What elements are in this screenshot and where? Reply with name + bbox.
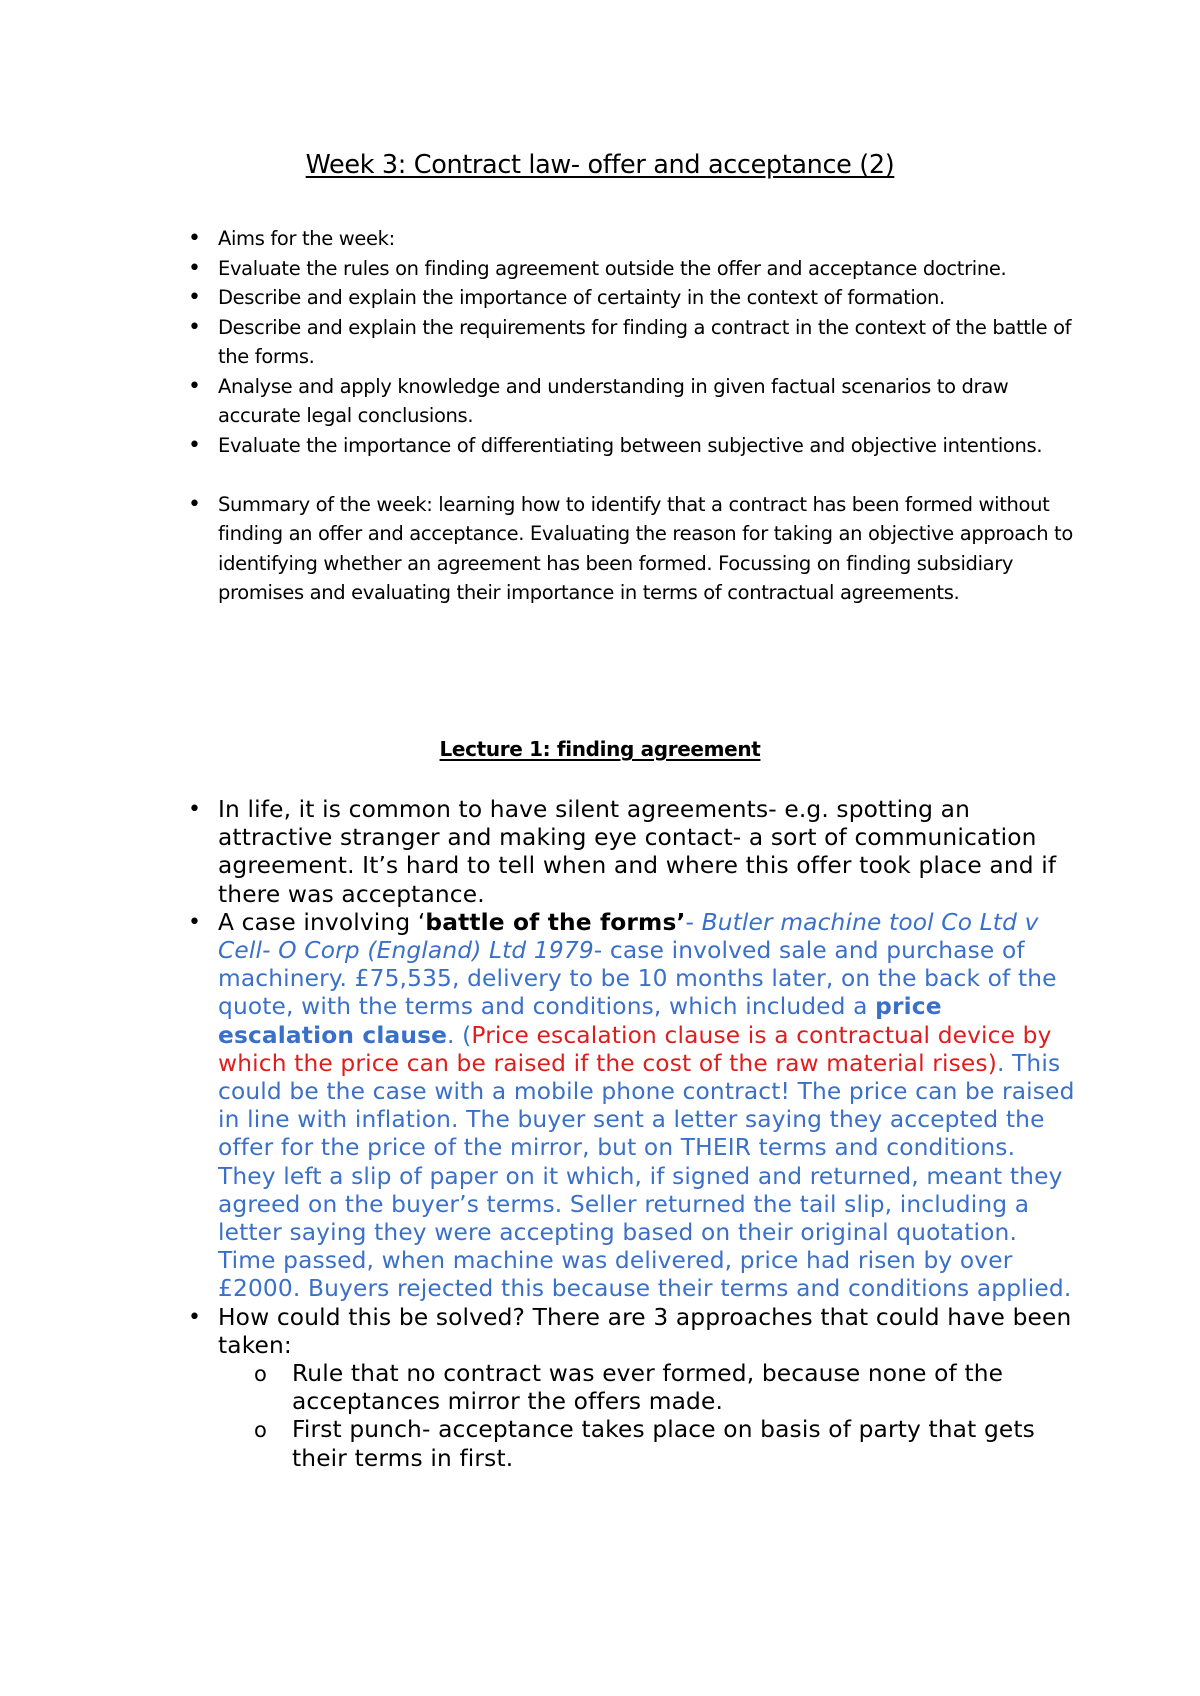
list-item — [188, 796, 1078, 909]
case-dash: - — [685, 908, 702, 936]
list-item-text: Analyse and apply knowledge and understanding in given factual scenarios to draw accurate legal conclusions. — [218, 374, 1009, 427]
bullet-icon: • — [188, 432, 201, 458]
bullet-icon: • — [188, 285, 201, 310]
sub-list-item — [254, 1360, 1072, 1416]
page-title: Week 3: Contract law- offer and acceptance (2) — [305, 150, 895, 180]
sub-list-item-text: Rule that no contract was ever formed, because none of the acceptances mirror the offers made. — [292, 1360, 1004, 1416]
list-item — [188, 283, 1078, 313]
list-item-text: Evaluate the importance of differentiating between subjective and objective intentions. — [218, 433, 1043, 457]
bullet-icon: • — [188, 1304, 202, 1330]
circle-bullet-icon: o — [254, 1418, 267, 1443]
bullet-icon: • — [188, 797, 202, 822]
list-item-text: Aims for the week: — [218, 227, 395, 250]
aims-list — [188, 224, 1078, 608]
definition-text: Price escalation clause is a contractual device by which the price can be raised if the cost of the raw material rises) — [218, 1021, 1052, 1077]
list-item — [188, 431, 1078, 461]
lecture-list — [188, 796, 1078, 1473]
lecture-heading: Lecture 1: finding agreement — [439, 737, 761, 761]
case-text: . ( — [447, 1021, 472, 1049]
case-text: . This could be the case with a mobile phone contract! The price can be raised in line with inflation. The buyer sent a letter saying they accepted the offer for the price of the mirror, but on THEIR terms and conditions. They left a slip of paper on it which, if signed and returned, meant they agreed on the buyer’s terms. Seller returned the tail slip, including a letter saying they were accepting based on their original quotation. Time passed, when machine was delivered, price had risen by over £2000. Buyers rejected this because their terms and conditions applied. — [218, 1049, 1075, 1303]
list-item-text: Describe and explain the requirements for finding a contract in the context of the battle of the forms. — [218, 315, 1072, 368]
list-item-text: Describe and explain the importance of certainty in the context of formation. — [218, 286, 945, 309]
case-text: - case involved sale and purchase of machinery. £75,535, delivery to be 10 months later, on the back of the quote, with the terms and conditions, which included a — [218, 937, 1057, 1021]
case-name: Butler machine tool Co Ltd v Cell- O Corp (England) Ltd 1979 — [218, 908, 1039, 965]
list-item — [188, 313, 1078, 372]
list-item-text: How could this be solved? There are 3 approaches that could have been taken: — [218, 1303, 1072, 1359]
circle-bullet-icon: o — [254, 1362, 267, 1387]
bullet-icon: • — [188, 226, 201, 251]
list-item — [188, 254, 1078, 284]
summary-item — [188, 490, 1078, 608]
bullet-icon: • — [188, 909, 202, 935]
battle-of-forms-term: battle of the forms’ — [425, 908, 686, 936]
summary-text: Summary of the week: learning how to identify that a contract has been formed without finding an offer and acceptance. Evaluating the reason for taking an objective approach to identifying whether an agreement has been formed. Focussing on finding subsidiary promises and evaluating their importance in terms of contractual agreements. — [218, 492, 1073, 604]
bullet-icon: • — [188, 255, 201, 281]
sub-list-item-text: First punch- acceptance takes place on basis of party that gets their terms in first. — [292, 1416, 1035, 1472]
approaches-sublist — [254, 1360, 1072, 1473]
list-item — [188, 372, 1078, 431]
price-escalation-term: price escalation clause — [218, 993, 942, 1049]
list-item-text: In life, it is common to have silent agreements- e.g. spotting an attractive stranger and making eye contact- a sort of communication agreement. It’s hard to tell when and where this offer took place and if there was acceptance. — [218, 796, 1057, 908]
sub-list-item — [254, 1416, 1072, 1472]
case-item — [188, 908, 1078, 1304]
case-intro-text: A case involving ‘ — [218, 908, 426, 936]
bullet-icon: • — [188, 314, 201, 340]
bullet-icon: • — [188, 491, 201, 517]
bullet-icon: • — [188, 373, 201, 399]
list-item — [188, 1303, 1078, 1473]
list-item — [188, 224, 1078, 254]
list-item-text: Evaluate the rules on finding agreement outside the offer and acceptance doctrine. — [218, 256, 1007, 280]
